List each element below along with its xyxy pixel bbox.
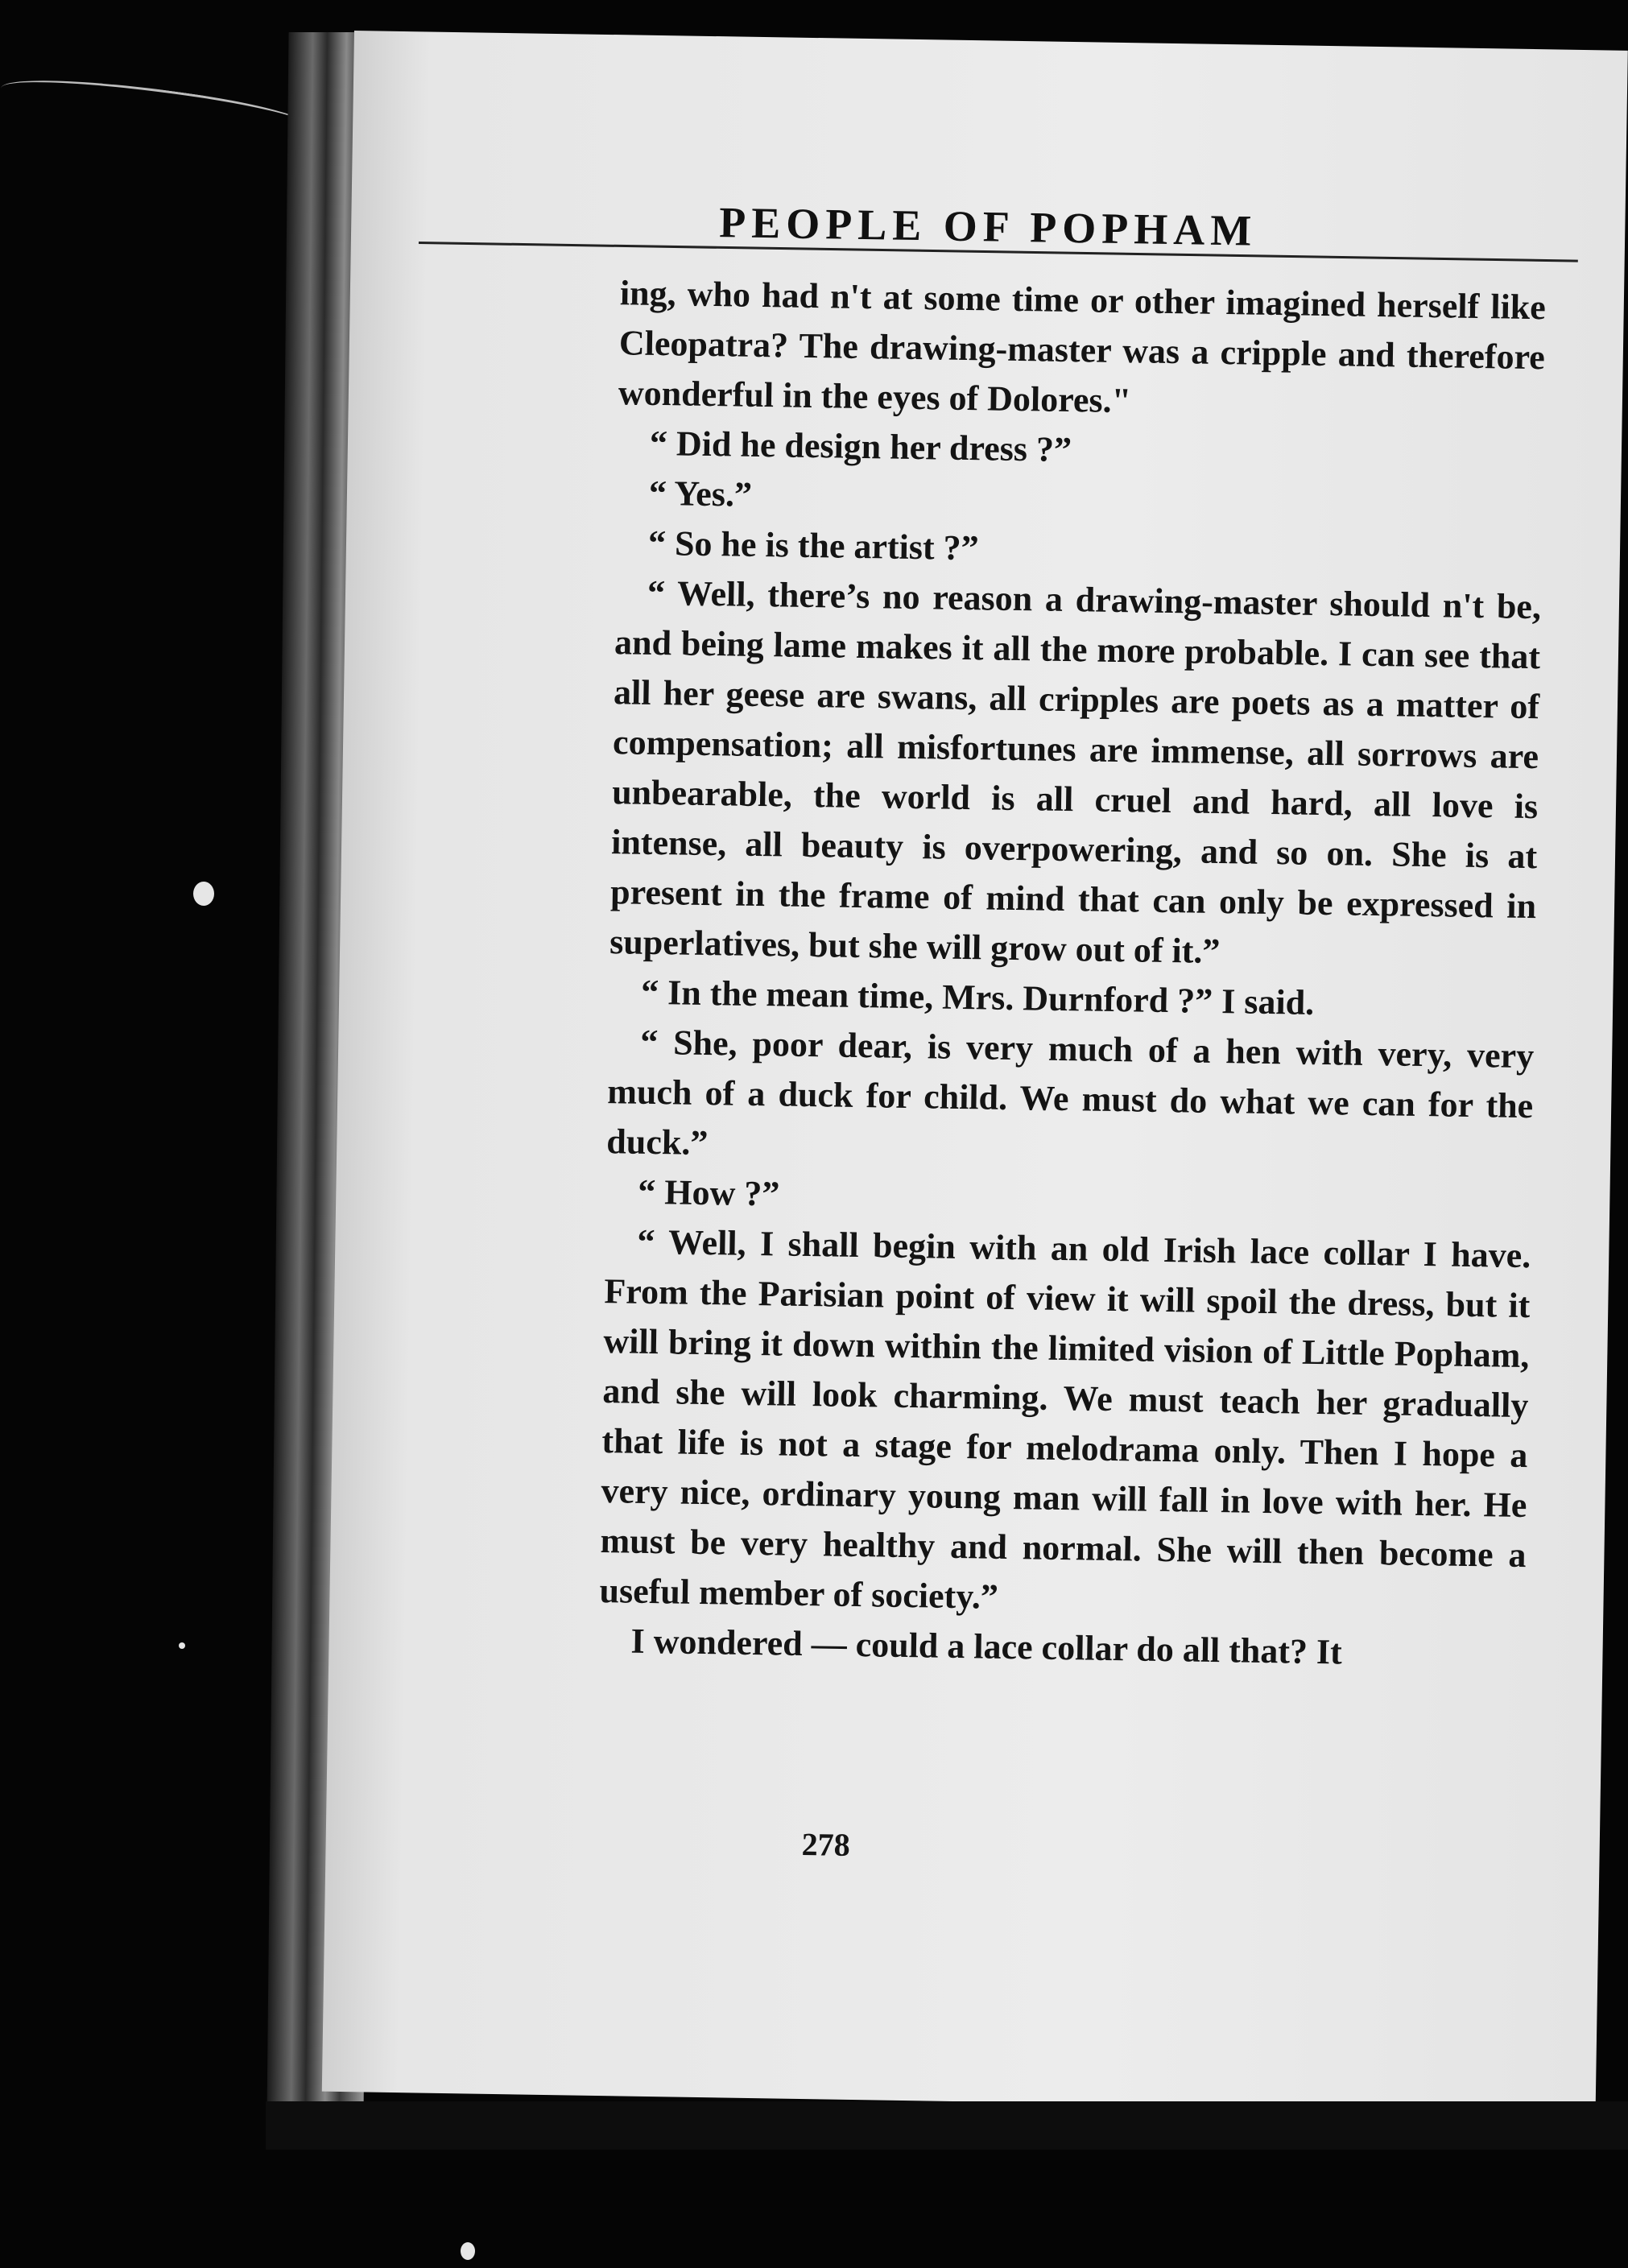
page-bottom-shadow <box>266 2101 1628 2150</box>
paragraph: “ Well, I shall begin with an old Irish lace collar I have. From the Parisian point of view it will spoil the dress, but it will bring it down within the limited vision of Little Popham, and she will look charming. We must teach her gradually that life is not a stage for melodrama only. Then I hope a very nice, ordinary young man will fall in love with her. He must be very healthy and normal. She will then become a useful member of society.” <box>599 1221 1531 1617</box>
dust-speck <box>193 882 214 906</box>
paragraph: “ She, poor dear, is very much of a hen with very, very much of a duck for child. We must do what we can for the duck.” <box>605 1022 1535 1163</box>
paragraph: “ So he is the artist ?” <box>647 523 980 568</box>
paragraph: “ How ?” <box>638 1171 780 1214</box>
page-number: 278 <box>801 1826 851 1863</box>
paragraph: “ Yes.” <box>648 473 753 514</box>
paragraph: ing, who had n't at some time or other imagined herself like Cleopatra? The drawing-master was a cripple and therefore wonderful in the eyes of Dolores." <box>618 273 1547 421</box>
torn-edge-mark <box>0 68 307 144</box>
running-head: PEOPLE OF POPHAM <box>718 198 1258 255</box>
body-text <box>598 268 1546 1680</box>
page-sheet <box>322 31 1628 2112</box>
dust-speck <box>461 2242 475 2260</box>
paragraph: “ In the mean time, Mrs. Durnford ?” I said. <box>640 972 1315 1022</box>
paragraph: “ Well, there’s no reason a drawing-master should n't be, and being lame makes it all the more probable. I can see that all her geese are swans, all cripples are poets as a matter of compensation; all misfortunes are immense, all sorrows are unbearable, the world is all cruel and hard, all love is intense, all beauty is overpowering, and so on. She is at present in the frame of mind that can only be expressed in superlatives, but she will grow out of it.” <box>609 572 1542 972</box>
dust-speck <box>179 1642 185 1649</box>
paragraph: I wondered — could a lace collar do all that? It <box>630 1621 1343 1672</box>
paragraph: “ Did he design her dress ?” <box>649 423 1072 470</box>
